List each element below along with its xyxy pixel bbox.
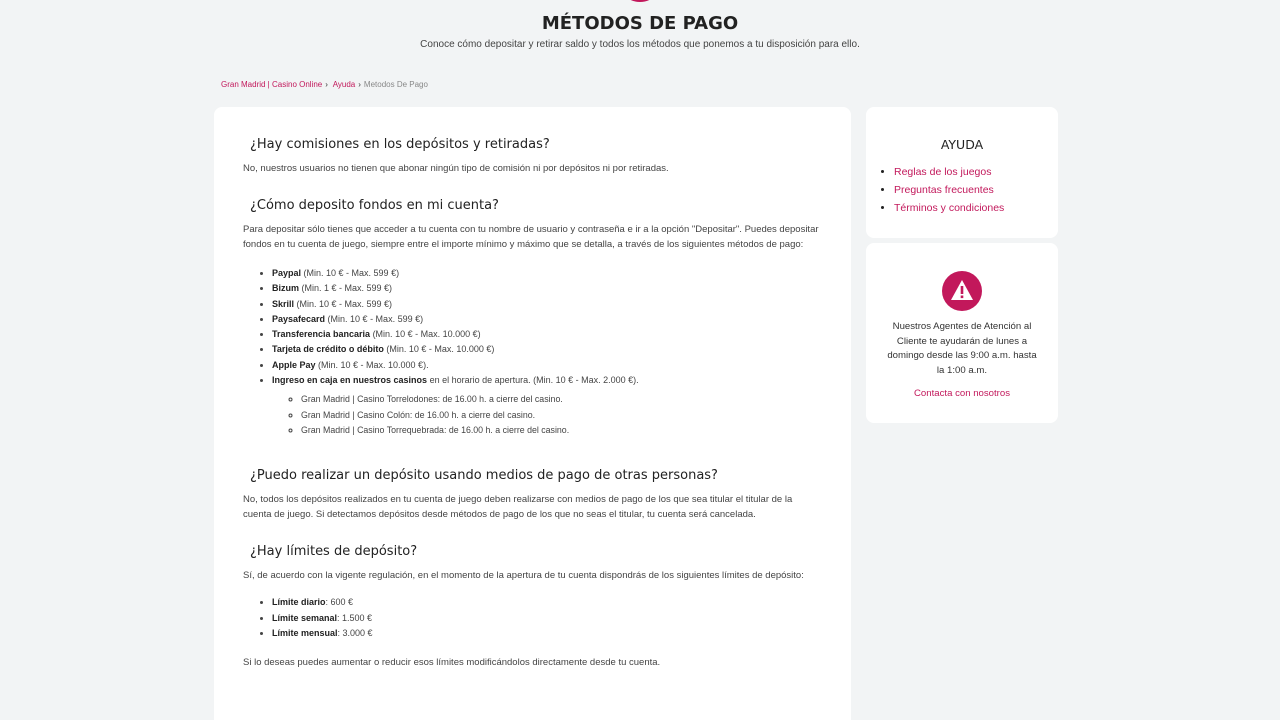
breadcrumb-separator-icon: › — [358, 80, 361, 89]
page-subtitle: Conoce cómo depositar y retirar saldo y todos los métodos que ponemos a tu disposición para ello. — [420, 39, 860, 50]
list-item: • Transferencia bancaria (Min. 10 € - Max. 10.000 €) — [272, 327, 823, 342]
faq-question-deposit: ¿Cómo deposito fondos en mi cuenta? — [250, 198, 499, 213]
list-item — [894, 199, 1058, 217]
page-title: MÉTODOS DE PAGO — [541, 13, 739, 34]
help-link-game-rules[interactable]: Reglas de los juegos — [894, 166, 992, 178]
breadcrumb-separator-icon: › — [325, 80, 328, 89]
help-link-faq[interactable]: Preguntas frecuentes — [894, 184, 994, 196]
list-item: ◦ Gran Madrid | Casino Torrequebrada: de 16.00 h. a cierre del casino. — [301, 423, 823, 438]
list-item — [894, 163, 1058, 181]
faq-answer-limits: Sí, de acuerdo con la vigente regulación, en el momento de la apertura de tu cuenta dispondrás de los siguientes límites de depósito: — [243, 570, 804, 582]
list-item: ◦ Gran Madrid | Casino Torrelodones: de 16.00 h. a cierre del casino. — [301, 392, 823, 407]
list-item — [894, 181, 1058, 199]
faq-limits-footer: Si lo deseas puedes aumentar o reducir esos límites modificándolos directamente desde tu cuenta. — [243, 657, 661, 669]
list-item: • Límite semanal: 1.500 € — [272, 611, 823, 626]
casino-list — [301, 392, 823, 438]
deposit-limits-list — [272, 595, 823, 641]
payment-methods-list — [272, 266, 823, 438]
faq-answer-deposit: Para depositar sólo tienes que acceder a tu cuenta con tu nombre de usuario y contraseña e ir a la opción "Depositar". Puedes depositar fondos en tu cuenta de juego, siempre entre el importe mínimo y máximo que se detalla, a través de los siguientes métodos de pago: — [243, 224, 819, 250]
faq-question-third-party: ¿Puedo realizar un depósito usando medios de pago de otras personas? — [250, 468, 718, 484]
list-item: • Límite mensual: 3.000 € — [272, 626, 823, 641]
list-item: • Paysafecard (Min. 10 € - Max. 599 €) — [272, 312, 823, 327]
list-item: • Ingreso en caja en nuestros casinos en el horario de apertura. (Min. 10 € - Max. 2.000 €). ◦ Gran Madrid | Casino Torrelodones: de 16.00 h. a cierre del casino. ◦ Gran Madrid | Casino Colón: de 16.00 h. a cierre del casino. ◦ Gran Madrid | Casino Torrequebrada: de 16.00 h. a cierre del casino. — [272, 373, 823, 438]
breadcrumb-current: Metodos De Pago — [363, 80, 428, 89]
alert-triangle-icon — [942, 271, 982, 311]
breadcrumb-help-link[interactable]: Ayuda — [332, 80, 356, 89]
faq-answer-commissions: No, nuestros usuarios no tienen que abonar ningún tipo de comisión ni por depósitos ni por retiradas. — [243, 163, 669, 174]
list-item: • Bizum (Min. 1 € - Max. 599 €) — [272, 281, 823, 296]
list-item: • Paypal (Min. 10 € - Max. 599 €) — [272, 266, 823, 281]
help-card — [866, 107, 1058, 238]
header-logo-icon — [618, 0, 662, 2]
contact-us-link[interactable]: Contacta con nosotros — [914, 388, 1010, 399]
breadcrumb-home-link[interactable]: Gran Madrid | Casino Online — [221, 80, 323, 89]
faq-question-limits: ¿Hay límites de depósito? — [250, 544, 418, 560]
help-links-list — [894, 163, 1058, 217]
support-card — [866, 243, 1058, 423]
list-item: ◦ Gran Madrid | Casino Colón: de 16.00 h. a cierre del casino. — [301, 408, 823, 423]
list-item: • Tarjeta de crédito o débito (Min. 10 € - Max. 10.000 €) — [272, 342, 823, 357]
list-item: • Skrill (Min. 10 € - Max. 599 €) — [272, 297, 823, 312]
help-title: AYUDA — [940, 137, 984, 152]
faq-content-card — [214, 107, 851, 720]
list-item: • Apple Pay (Min. 10 € - Max. 10.000 €). — [272, 358, 823, 373]
help-link-terms[interactable]: Términos y condiciones — [894, 202, 1005, 214]
support-text: Nuestros Agentes de Atención al Cliente te ayudarán de lunes a domingo desde las 9:00 a.m. hasta la 1:00 a.m. — [887, 321, 1037, 376]
list-item: • Límite diario: 600 € — [272, 595, 823, 610]
faq-answer-third-party: No, todos los depósitos realizados en tu cuenta de juego deben realizarse con medios de pago de los que sea titular el titular de la cuenta de juego. Si detectamos depósitos desde métodos de pago de los que no seas el titular, tu cuenta será cancelada. — [243, 494, 793, 521]
faq-question-commissions: ¿Hay comisiones en los depósitos y retiradas? — [250, 137, 550, 152]
breadcrumb — [221, 80, 428, 89]
